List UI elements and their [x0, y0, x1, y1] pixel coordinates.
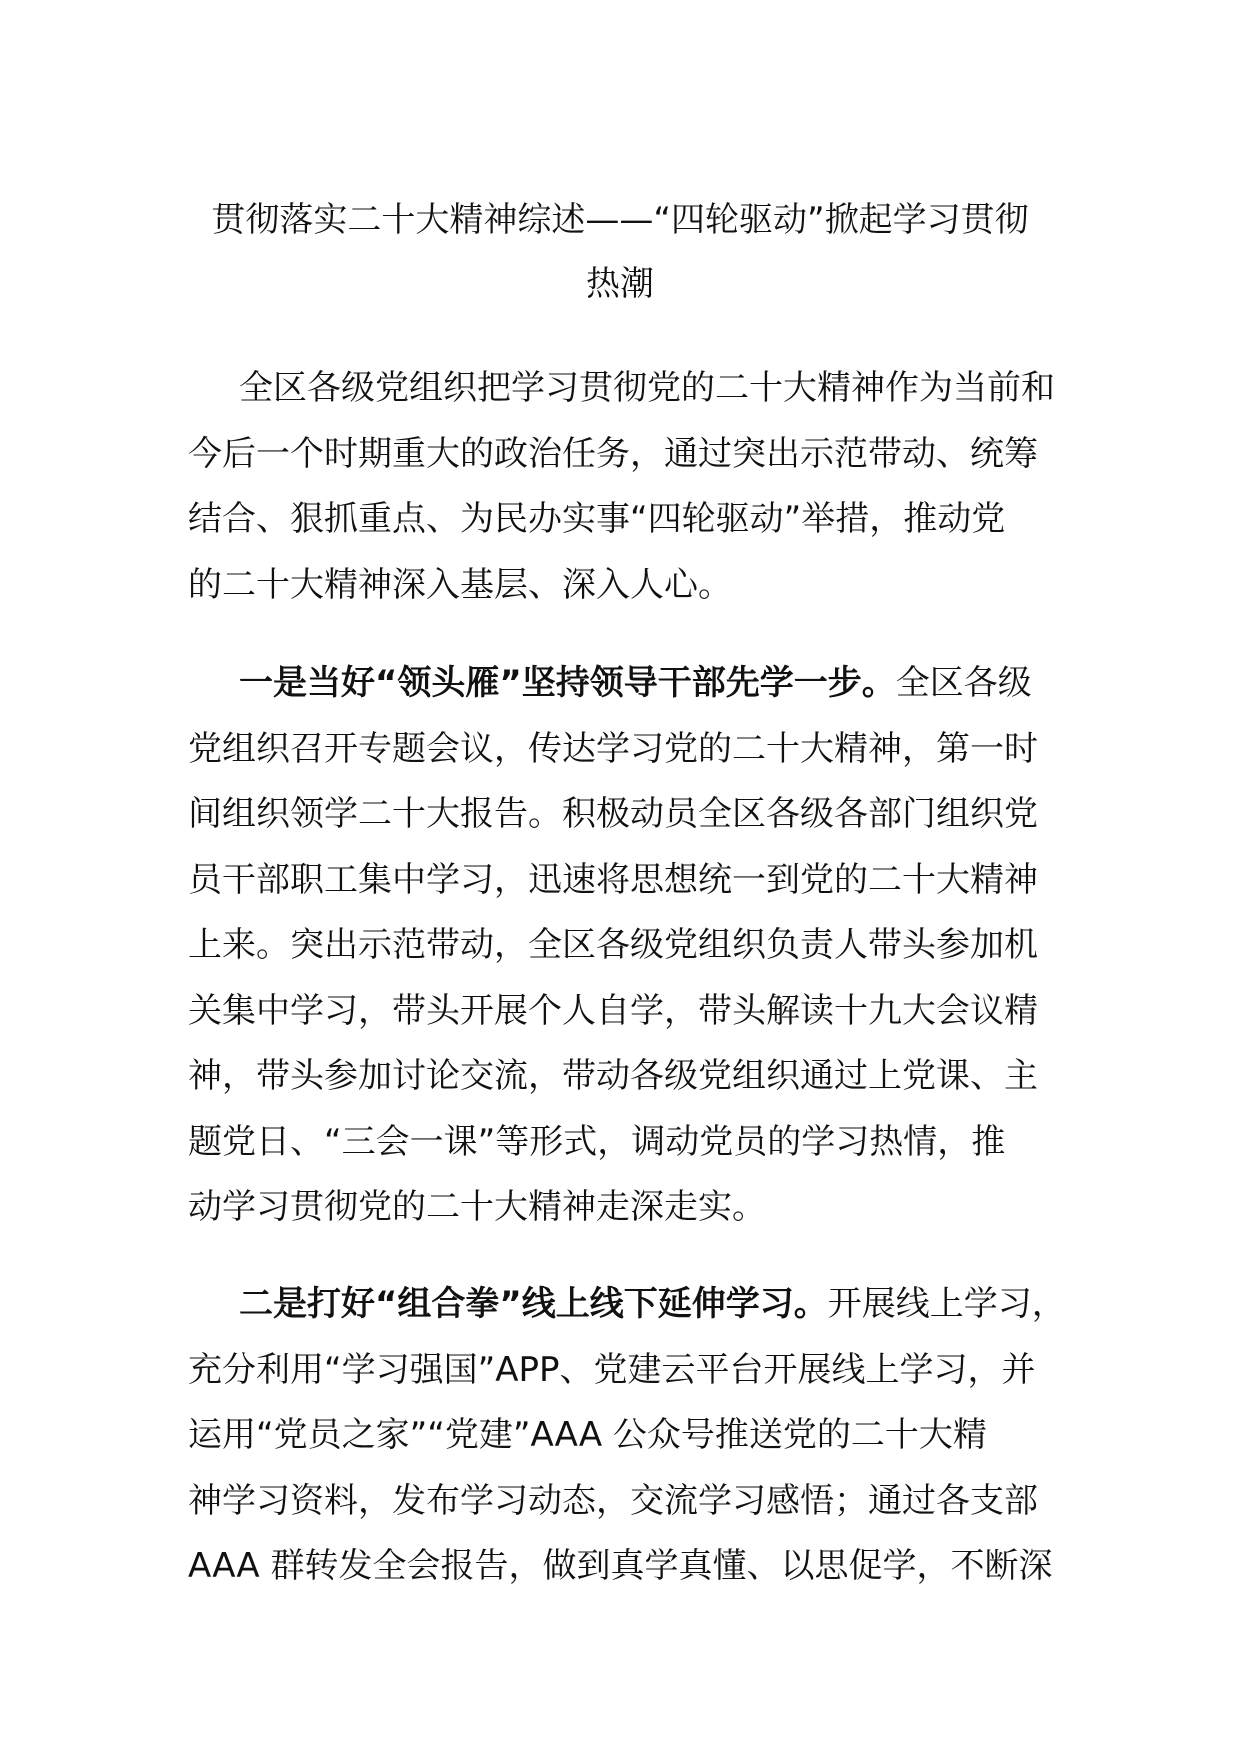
paragraph-line: 间组织领学二十大报告。积极动员全区各级各部门组织党 [188, 794, 1038, 834]
paragraph-line: 员干部职工集中学习，迅速将思想统一到党的二十大精神 [188, 859, 1038, 900]
paragraph-line: 今后一个时期重大的政治任务，通过突出示范带动、统筹 [188, 433, 1038, 474]
paragraph-point-one [188, 651, 1058, 1241]
paragraph-point-two [188, 1272, 1066, 1600]
paragraph-lead-text: 全区各级 [895, 663, 1032, 703]
title-line-1: 贯彻落实二十大精神综述——“四轮驱动”掀起学习贯彻 [211, 200, 1029, 240]
paragraph-line: 动学习贯彻党的二十大精神走深走实。 [188, 1187, 766, 1227]
paragraph-line: 结合、狠抓重点、为民办实事“四轮驱动”举措，推动党 [188, 499, 1006, 539]
paragraph-line: 上来。突出示范带动，全区各级党组织负责人带头参加机 [188, 925, 1038, 965]
paragraph-line: 神学习资料，发布学习动态，交流学习感悟；通过各支部 [188, 1480, 1038, 1521]
paragraph-lead-heading: 一是当好“领头雁”坚持领导干部先学一步。 [239, 663, 896, 703]
document-title [190, 188, 1050, 316]
paragraph-line: 党组织召开专题会议，传达学习党的二十大精神，第一时 [188, 728, 1038, 769]
paragraph-line: 运用“党员之家”“党建”AAA 公众号推送党的二十大精 [188, 1415, 987, 1455]
paragraph-line: 的二十大精神深入基层、深入人心。 [188, 564, 732, 605]
paragraph-line: 充分利用“学习强国”APP、党建云平台开展线上学习，并 [188, 1349, 1036, 1390]
paragraph-lead-heading: 二是打好“组合拳”线上线下延伸学习。 [239, 1284, 828, 1324]
paragraph-first-line [188, 651, 1058, 717]
paragraph-line: 全区各级党组织把学习贯彻党的二十大精神作为当前和 [239, 368, 1055, 408]
paragraph-line: 题党日、“三会一课”等形式，调动党员的学习热情，推 [188, 1121, 1006, 1162]
paragraph-lead-text: 开展线上学习， [827, 1284, 1066, 1324]
paragraph-line: 神，带头参加讨论交流，带动各级党组织通过上党课、主 [188, 1056, 1038, 1096]
title-line-2: 热潮 [586, 264, 654, 304]
paragraph-line: AAA 群转发全会报告，做到真学真懂、以思促学，不断深 [188, 1546, 1053, 1586]
paragraph-line: 关集中学习，带头开展个人自学，带头解读十九大会议精 [188, 990, 1038, 1031]
paragraph-intro [188, 356, 1058, 618]
paragraph-first-line [188, 1272, 1066, 1338]
